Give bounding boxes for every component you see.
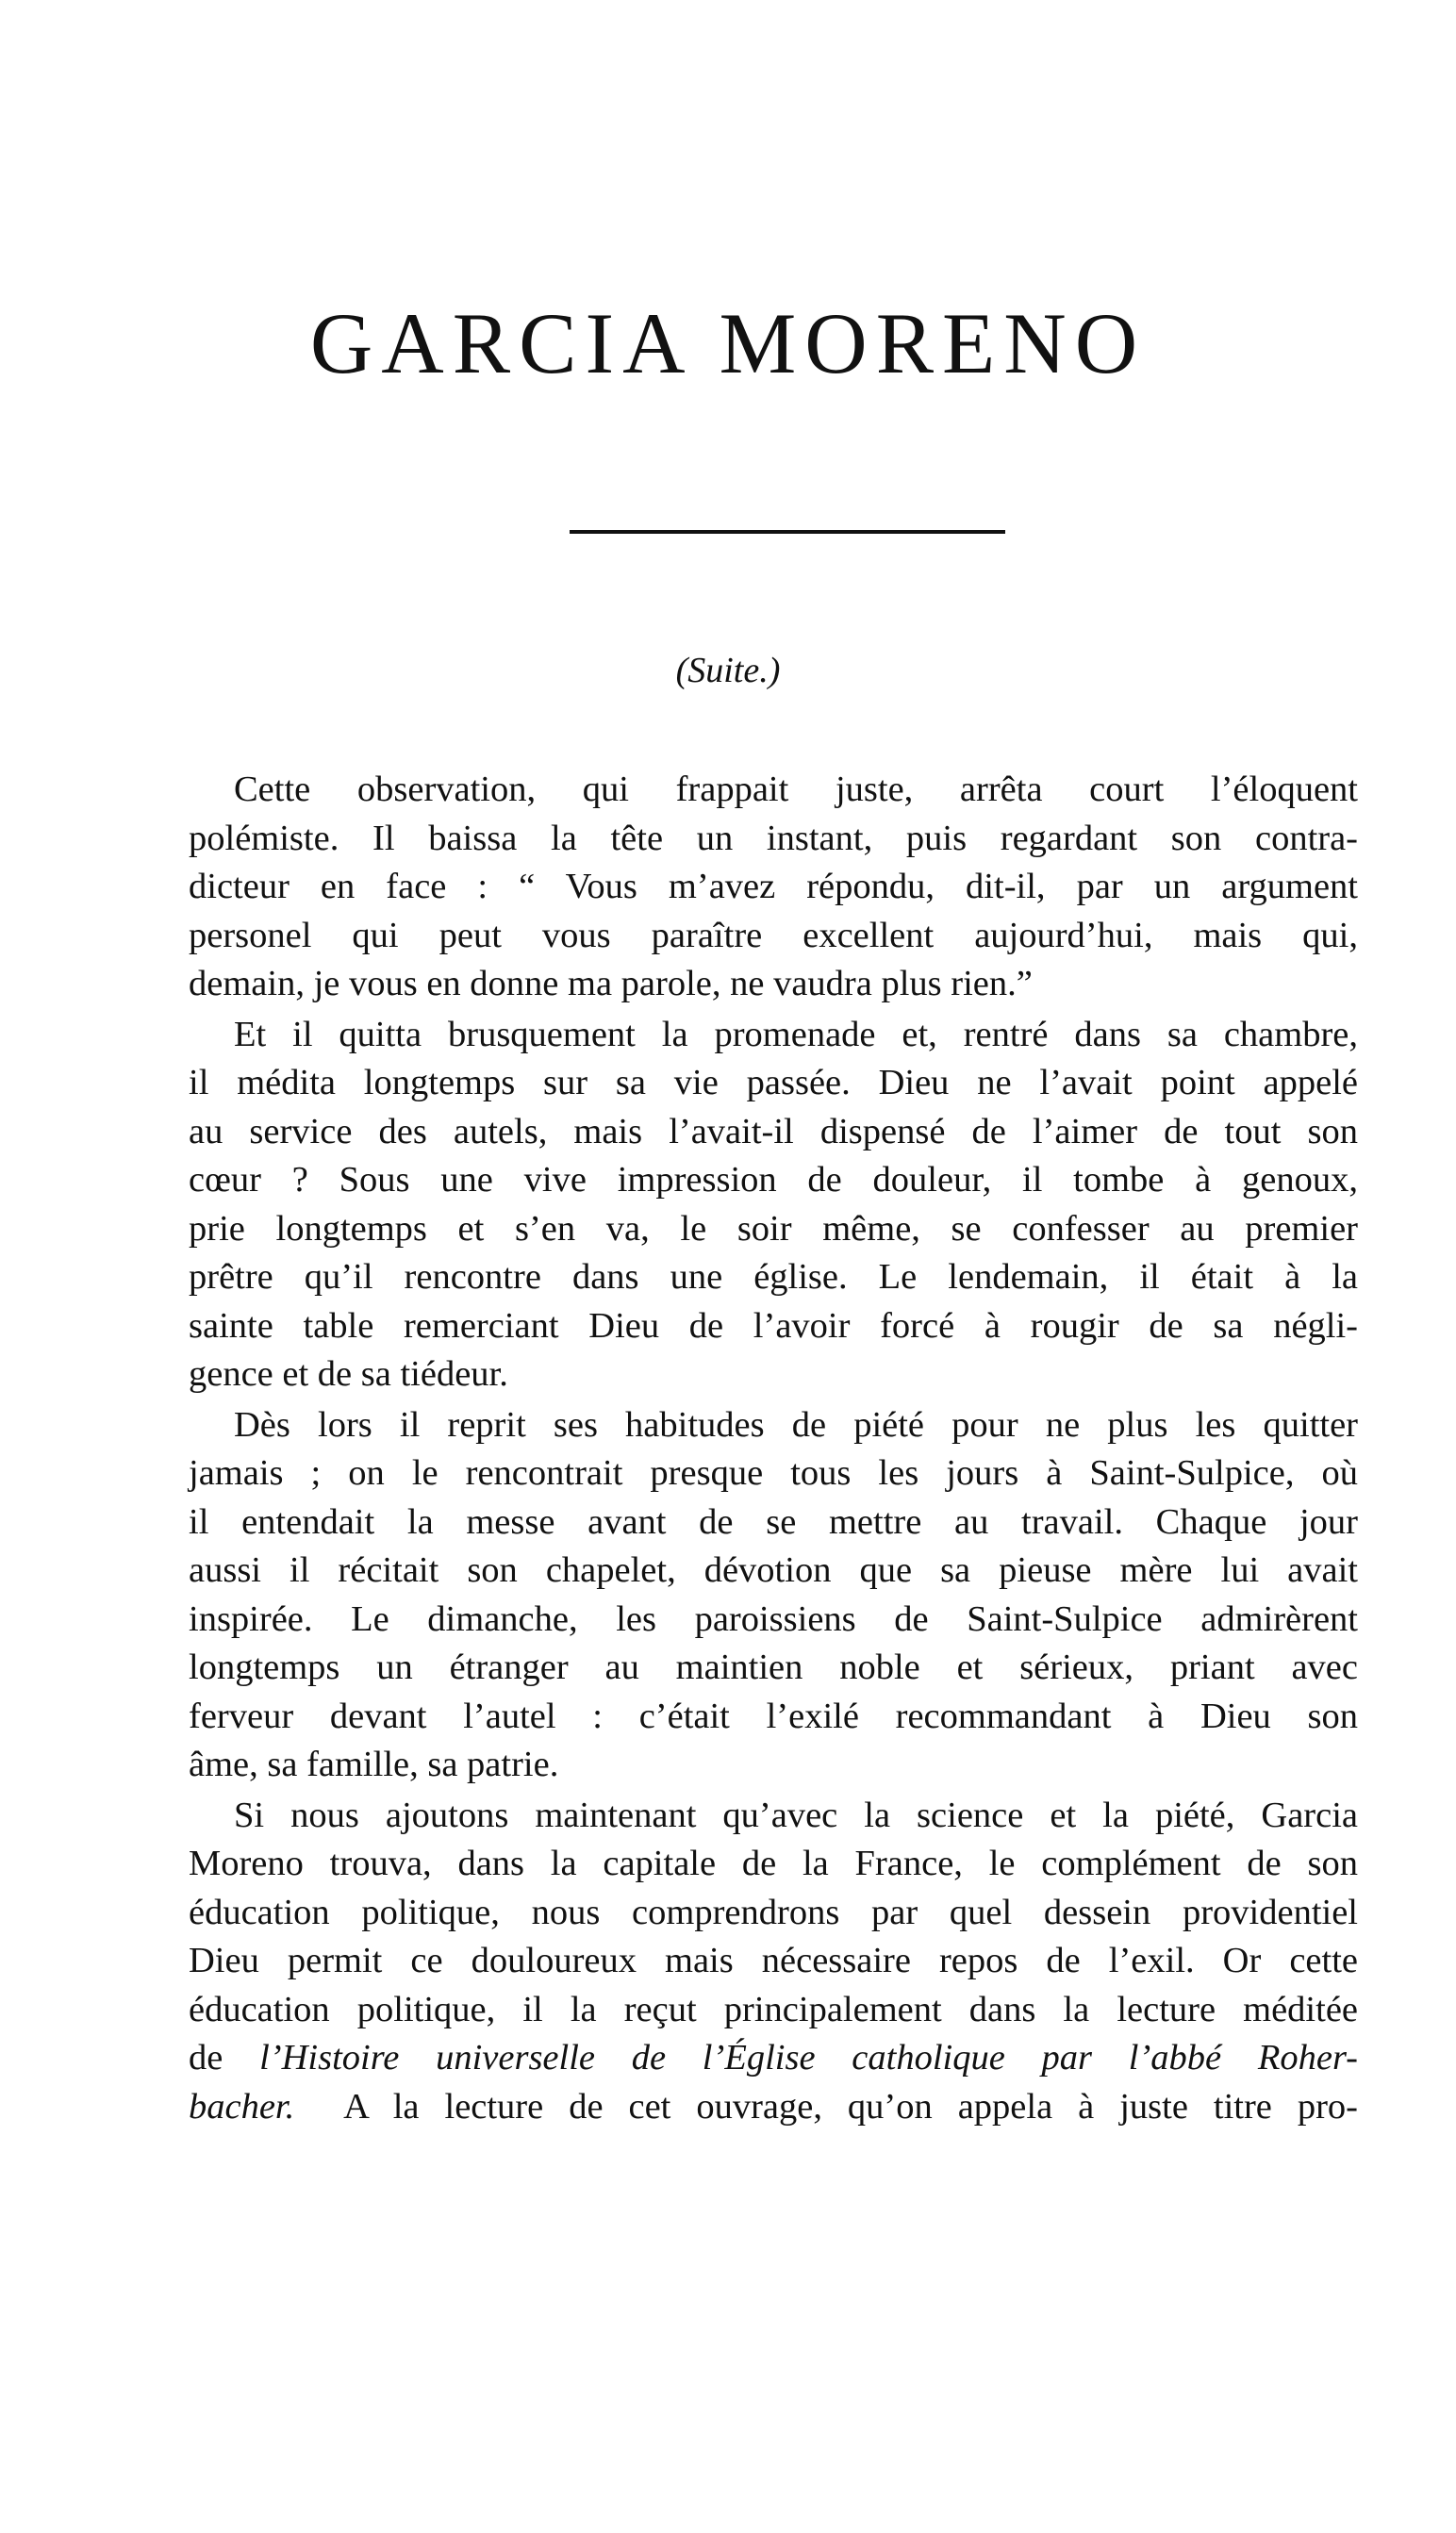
text-line: polémiste. Il baissa la tête un instant, puis regardant son contra- (189, 818, 1358, 858)
text-line: longtemps un étranger au maintien noble et sérieux, priant avec (189, 1647, 1358, 1687)
text-line: jamais ; on le rencontrait presque tous les jours à Saint-Sulpice, où (189, 1453, 1358, 1493)
text-line: Cette observation, qui frappait juste, arrêta court l’éloquent (234, 770, 1358, 809)
text-line: Dieu permit ce douloureux mais nécessaire repos de l’exil. Or cette (189, 1941, 1358, 1980)
text-line: au service des autels, mais l’avait-il dispensé de l’aimer de tout son (189, 1111, 1358, 1151)
text-line: dicteur en face : “ Vous m’avez répondu, dit-il, par un argument (189, 867, 1358, 906)
paragraph-4 (189, 1792, 1358, 2132)
text-line: il entendait la messe avant de se mettre au travail. Chaque jour (189, 1501, 1358, 1542)
paragraph-3 (189, 1401, 1358, 1790)
chapter-title: GARCIA MORENO (309, 295, 1147, 391)
text-line: Et il quitta brusquement la promenade et, rentré dans sa chambre, (234, 1014, 1358, 1054)
text-line: inspirée. Le dimanche, les paroissiens de Saint-Sulpice admirèrent (189, 1598, 1358, 1639)
book-title-italic: l’Histoire universelle de l’Église catholique par l’abbé Roher- (259, 2038, 1358, 2078)
text-line: Si nous ajoutons maintenant qu’avec la science et la piété, Garcia (234, 1795, 1358, 1835)
text-line: aussi il récitait son chapelet, dévotion que sa pieuse mère lui avait (189, 1550, 1358, 1590)
text-line: Dès lors il reprit ses habitudes de piété pour ne plus les quitter (234, 1404, 1358, 1445)
text-line: il médita longtemps sur sa vie passée. Dieu ne l’avait point appelé (189, 1063, 1358, 1102)
text-line: cœur ? Sous une vive impression de douleur, il tombe à genoux, (189, 1160, 1358, 1200)
body-text (189, 766, 1358, 2133)
text-line: personel qui peut vous paraître excellent aujourd’hui, mais qui, (189, 915, 1358, 955)
text-line: éducation politique, nous comprendrons par quel dessein providentiel (189, 1892, 1358, 1932)
text-line (189, 2083, 1358, 2132)
text-line (189, 2034, 1358, 2083)
text-line: Moreno trouva, dans la capitale de la France, le complément de son (189, 1844, 1358, 1883)
text-line: sainte table remerciant Dieu de l’avoir forcé à rougir de sa négli- (189, 1305, 1358, 1346)
book-title-italic: bacher. (189, 2086, 295, 2127)
text-line: prêtre qu’il rencontre dans une église. Le lendemain, il était à la (189, 1257, 1358, 1297)
text-fragment: A la lecture de cet ouvrage, qu’on appela à juste titre pro- (343, 2086, 1358, 2127)
text-line: gence et de sa tiédeur. (189, 1354, 508, 1394)
text-line: éducation politique, il la reçut principalement dans la lecture méditée (189, 1989, 1358, 2029)
text-line: ferveur devant l’autel : c’était l’exilé recommandant à Dieu son (189, 1696, 1358, 1736)
title-rule (570, 530, 1005, 534)
chapter-subtitle: (Suite.) (675, 651, 781, 690)
text-line: âme, sa famille, sa patrie. (189, 1745, 559, 1784)
paragraph-1 (189, 766, 1358, 1009)
text-fragment: de (189, 2038, 223, 2078)
text-line: prie longtemps et s’en va, le soir même, se confesser au premier (189, 1208, 1358, 1249)
text-line: demain, je vous en donne ma parole, ne vaudra plus rien.” (189, 964, 1033, 1003)
paragraph-2 (189, 1011, 1358, 1399)
